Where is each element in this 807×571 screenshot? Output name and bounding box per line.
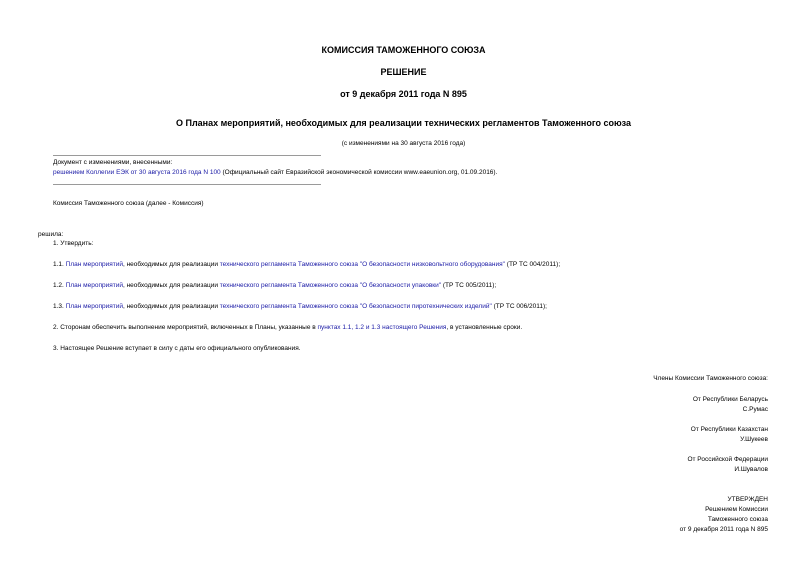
plan-link[interactable]: План мероприятий [65,261,123,268]
approval-line-3: Таможенного союза [707,516,768,523]
changes-top-rule [53,155,321,156]
page-title: О Планах мероприятий, необходимых для реализации технических регламентов Таможенного союза [175,118,632,128]
regulation-link[interactable]: технического регламента Таможенного союза "О безопасности упаковки" [219,282,442,289]
regulation-link[interactable]: технического регламента Таможенного союза "О безопасности пиротехнических изделий" [219,303,492,310]
amendment-link[interactable]: решением Коллегии ЕЭК от 30 августа 2016 года N 100 [53,169,221,176]
item-1-1: 1.1. План мероприятий, необходимых для реализации технического регламента Таможенного союза "О безопасности низковольтного оборудования" (ТР ТС 004/2011); [53,261,561,268]
changes-label: Документ с изменениями, внесенными: [53,159,173,166]
plan-link[interactable]: План мероприятий [65,303,123,310]
approval-line-4: от 9 декабря 2011 года N 895 [679,526,768,533]
amendment-note: (с изменениями на 30 августа 2016 года) [341,140,466,147]
org-name: КОМИССИЯ ТАМОЖЕННОГО СОЮЗА [321,45,486,55]
item-1: 1. Утвердить: [53,240,94,247]
doc-date-number: от 9 декабря 2011 года N 895 [340,89,467,99]
changes-line [53,169,497,176]
doc-type: РЕШЕНИЕ [380,67,427,77]
changes-bottom-rule [53,184,321,185]
signatures-heading: Члены Комиссии Таможенного союза: [653,375,768,382]
item-1-2: 1.2. План мероприятий, необходимых для реализации технического регламента Таможенного союза "О безопасности упаковки" (ТР ТС 005/2011); [53,282,497,289]
amendment-source: (Официальный сайт Евразийской экономической комиссии www.eaeunion.org, 01.09.2016). [220,169,498,176]
item-3: 3. Настоящее Решение вступает в силу с даты его официального опубликования. [53,345,301,352]
item-1-3: 1.3. План мероприятий, необходимых для реализации технического регламента Таможенного союза "О безопасности пиротехнических изделий" (ТР ТС 006/2011); [53,303,547,310]
member-country: От Республики Беларусь [692,396,768,403]
member-name: У.Шукеев [740,436,768,443]
member-name: И.Шувалов [734,466,768,473]
item-2: 2. Сторонам обеспечить выполнение мероприятий, включенных в Планы, указанные в пунктах 1.1, 1.2 и 1.3 настоящего Решения, в установленные сроки. [53,324,523,331]
approval-line-2: Решением Комиссии [705,506,768,513]
approval-line-1: УТВЕРЖДЕН [727,496,768,503]
resolved-text: решила: [38,231,64,238]
regulation-link[interactable]: технического регламента Таможенного союза "О безопасности низковольтного оборудования" [219,261,505,268]
member-name: С.Румас [742,406,768,413]
member-country: От Республики Казахстан [690,426,768,433]
plan-link[interactable]: План мероприятий [65,282,123,289]
member-country: От Российской Федерации [687,456,768,463]
points-link[interactable]: пунктах 1.1, 1.2 и 1.3 настоящего Решения [317,324,447,331]
intro-text: Комиссия Таможенного союза (далее - Комиссия) [53,200,204,207]
